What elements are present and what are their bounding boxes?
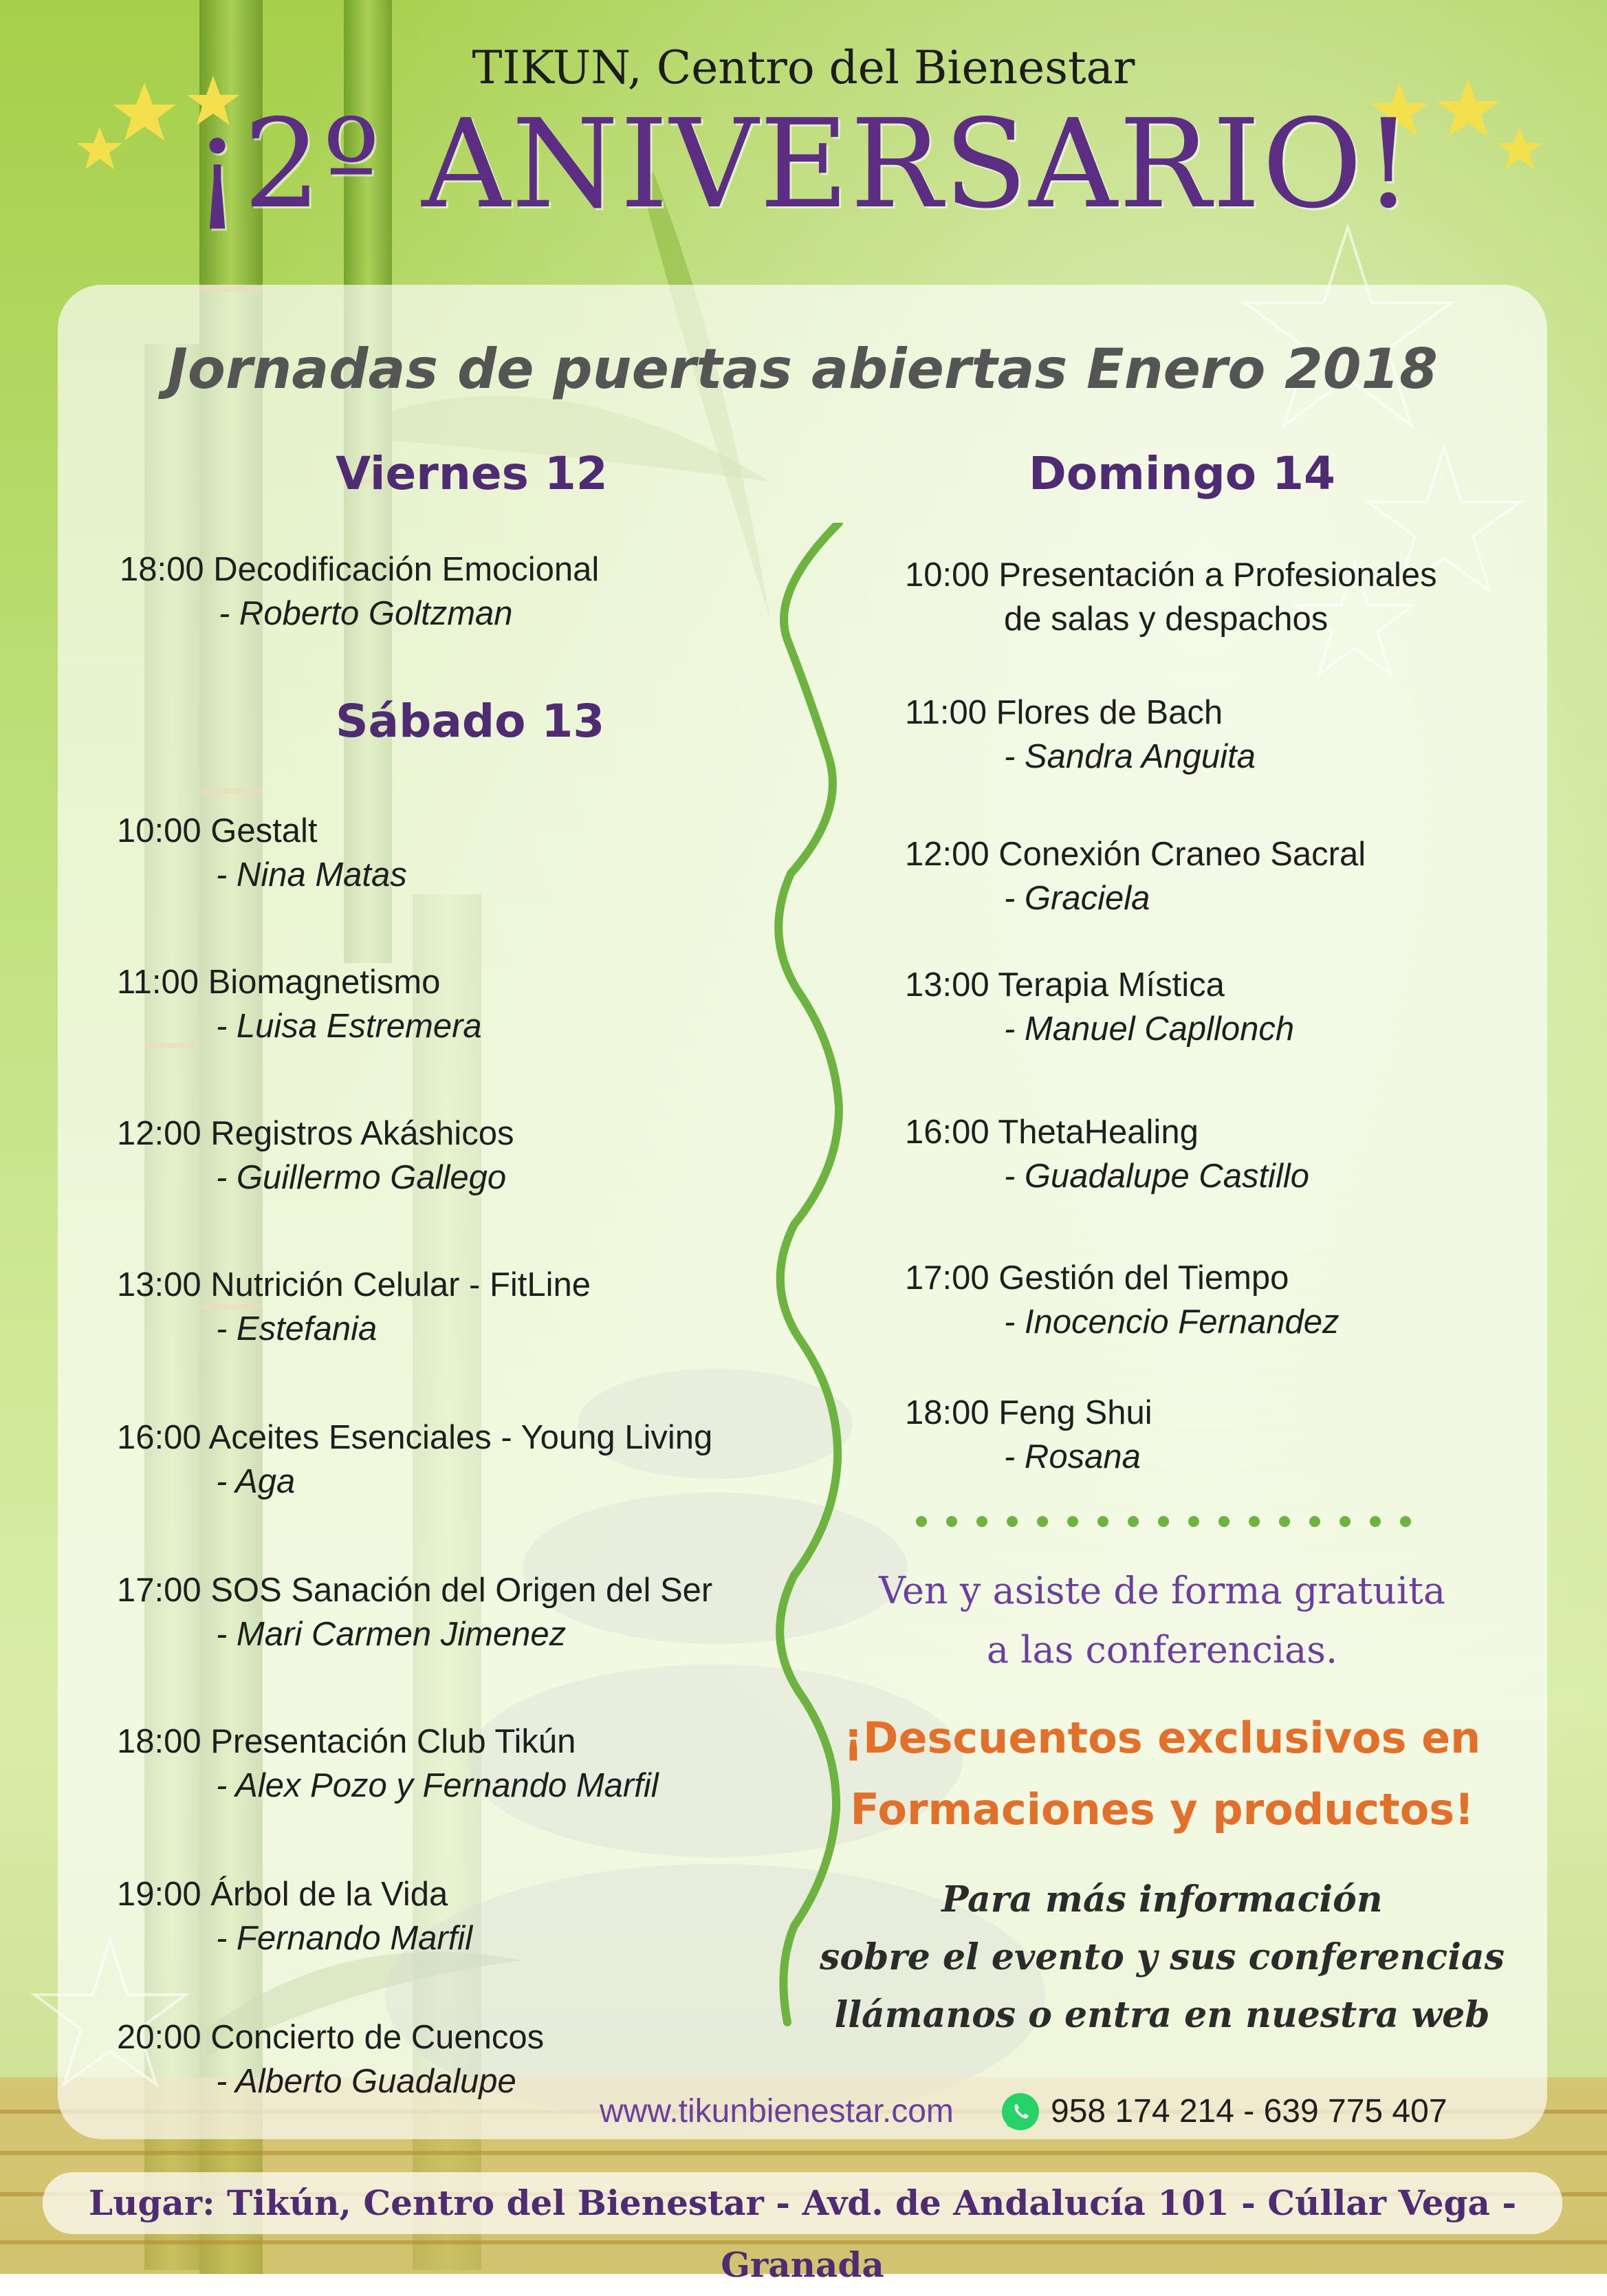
day-heading-viernes: Viernes 12 <box>336 447 608 500</box>
discount-message <box>818 1702 1506 1845</box>
event-time: 13:00 <box>905 966 990 1004</box>
event-sabado-4 <box>117 1266 591 1348</box>
event-speaker: - Alberto Guadalupe <box>216 2063 516 2100</box>
event-title: SOS Sanación del Origen del Ser <box>210 1572 713 1609</box>
discount-line-2: Formaciones y productos! <box>850 1784 1474 1834</box>
event-title: Registros Akáshicos <box>210 1115 514 1152</box>
info-line-1: Para más información <box>941 1878 1383 1920</box>
event-title: Árbol de la Vida <box>210 1876 448 1913</box>
free-line-1: Ven y asiste de forma gratuita <box>878 1569 1446 1612</box>
page-title: ¡2º ANIVERSARIO! <box>193 93 1414 235</box>
event-title: Gestalt <box>210 812 318 849</box>
event-sabado-3 <box>117 1114 514 1197</box>
event-speaker: - Aga <box>216 1463 296 1500</box>
event-domingo-6 <box>905 1259 1340 1341</box>
event-title: Biomagnetismo <box>208 964 441 1001</box>
day-heading-sabado: Sábado 13 <box>336 695 605 748</box>
brand-name: TIKUN, Centro del Bienestar <box>472 41 1135 94</box>
event-title: Terapia Mística <box>998 966 1225 1004</box>
free-line-2: a las conferencias. <box>986 1628 1338 1671</box>
event-speaker: - Manuel Capllonch <box>1004 1010 1295 1048</box>
event-title: Gestión del Tiempo <box>998 1259 1289 1297</box>
event-time: 11:00 <box>117 964 199 1001</box>
dotted-separator <box>913 1513 1422 1530</box>
event-speaker: - Estefania <box>216 1310 378 1347</box>
whatsapp-icon <box>1000 2091 1041 2132</box>
event-time: 12:00 <box>905 836 990 873</box>
event-title: Aceites Esenciales - Young Living <box>208 1419 713 1456</box>
event-speaker: - Guadalupe Castillo <box>1004 1158 1309 1195</box>
event-title: ThetaHealing <box>998 1114 1199 1151</box>
event-time: 18:00 <box>117 1723 201 1760</box>
event-time: 18:00 <box>120 551 204 588</box>
event-title: Nutrición Celular - FitLine <box>210 1266 591 1303</box>
event-time: 16:00 <box>117 1419 201 1456</box>
event-time: 13:00 <box>117 1266 201 1303</box>
event-speaker: - Alex Pozo y Fernando Marfil <box>216 1767 659 1804</box>
event-title-continued: de salas y despachos <box>1004 600 1329 638</box>
event-title: Presentación a Profesionales <box>998 556 1437 594</box>
event-time: 20:00 <box>117 2019 201 2056</box>
info-message <box>818 1871 1506 2044</box>
event-time: 19:00 <box>117 1876 201 1913</box>
event-title: Feng Shui <box>998 1394 1152 1431</box>
event-time: 17:00 <box>117 1572 201 1609</box>
event-speaker: - Sandra Anguita <box>1004 738 1256 775</box>
event-domingo-4 <box>905 966 1294 1048</box>
event-time: 16:00 <box>905 1114 990 1151</box>
event-speaker: - Roberto Goltzman <box>219 595 513 632</box>
event-time: 11:00 <box>905 694 987 731</box>
event-speaker: - Guillermo Gallego <box>216 1159 507 1196</box>
event-sabado-2 <box>117 963 482 1046</box>
event-time: 18:00 <box>905 1394 990 1431</box>
event-domingo-1 <box>905 556 1437 638</box>
event-title: Conexión Craneo Sacral <box>998 836 1366 873</box>
event-sabado-9 <box>117 2018 544 2101</box>
day-heading-domingo: Domingo 14 <box>1029 447 1335 500</box>
event-speaker: - Nina Matas <box>216 856 407 894</box>
event-sabado-7 <box>117 1722 659 1805</box>
event-sabado-8 <box>117 1875 472 1958</box>
website-link[interactable]: www.tikunbienestar.com <box>600 2093 954 2130</box>
phone-numbers[interactable]: 958 174 214 - 639 775 407 <box>1051 2093 1447 2130</box>
event-title: Decodificación Emocional <box>213 551 600 588</box>
event-time: 12:00 <box>117 1115 201 1152</box>
event-sabado-1 <box>117 812 407 894</box>
event-domingo-7 <box>905 1394 1152 1476</box>
event-title: Flores de Bach <box>996 694 1223 731</box>
venue-address: Lugar: Tikún, Centro del Bienestar - Avd. de Andalucía 101 - Cúllar Vega - Granada <box>88 2183 1517 2285</box>
info-line-3: llámanos o entra en nuestra web <box>834 1994 1490 2036</box>
event-domingo-3 <box>905 835 1366 918</box>
event-speaker: - Fernando Marfil <box>216 1920 473 1957</box>
discount-line-1: ¡Descuentos exclusivos en <box>843 1713 1481 1763</box>
subtitle: Jornadas de puertas abiertas Enero 2018 <box>167 337 1438 401</box>
event-speaker: - Luisa Estremera <box>216 1008 482 1045</box>
event-domingo-5 <box>905 1113 1309 1195</box>
event-speaker: - Graciela <box>1004 880 1150 917</box>
info-line-2: sobre el evento y sus conferencias <box>820 1936 1505 1978</box>
event-sabado-6 <box>117 1571 712 1654</box>
event-time: 17:00 <box>905 1259 990 1297</box>
event-speaker: - Inocencio Fernandez <box>1004 1303 1340 1341</box>
event-viernes-1 <box>120 550 599 633</box>
event-speaker: - Mari Carmen Jimenez <box>216 1616 567 1653</box>
event-domingo-2 <box>905 693 1256 776</box>
event-time: 10:00 <box>905 556 990 594</box>
free-attendance-message <box>818 1561 1506 1680</box>
event-time: 10:00 <box>117 812 201 849</box>
event-speaker: - Rosana <box>1004 1438 1141 1475</box>
event-title: Concierto de Cuencos <box>210 2019 545 2056</box>
event-sabado-5 <box>117 1418 712 1501</box>
event-title: Presentación Club Tikún <box>210 1723 576 1760</box>
